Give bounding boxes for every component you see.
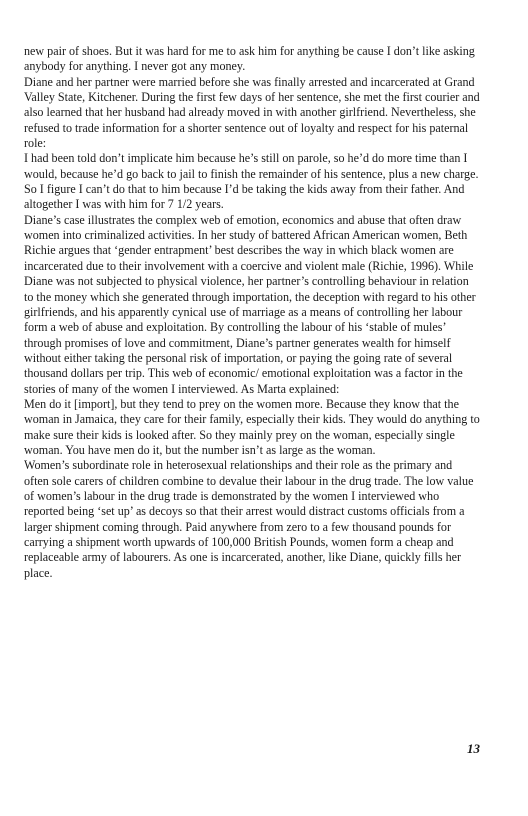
quote-continuation: new pair of shoes. But it was hard for me to ask him for anything be cause I don’t like asking anybody for anything. I never got any money.: [24, 44, 475, 74]
body-paragraph: Diane and her partner were married before she was finally arrested and incarcerated at Grand Valley State, Kitchener. During the first few days of her sentence, she met the first courier and also learned that her husband had already moved in with another girlfriend. Nevertheless, she refused to trade information for a shorter sentence out of loyalty and respect for his paternal role:: [24, 74, 480, 151]
page-number: 13: [467, 741, 480, 756]
body-paragraph: Women’s subordinate role in heterosexual relationships and their role as the primary and often sole carers of children combine to devalue their labour in the drug trade. The low value of women’s labour in the drug trade is demonstrated by the women I interviewed who reported being ‘set up’ as decoys so that their arrest would distract customs officials from a larger shipment coming through. Paid anywhere from zero to a few thousand pounds for carrying a shipment worth upwards of 100,000 British Pounds, women form a cheap and replaceable army of labourers. As one is incarcerated, another, like Diane, quickly fills her place.: [24, 458, 474, 580]
block-quote: Men do it [import], but they tend to prey on the women more. Because they know that the woman in Jamaica, they care for their family, especially their kids. They would do anything to make sure their kids is looked after. So they mainly prey on the woman, especially single woman. You have men do it, but the number isn’t as large as the woman.: [24, 396, 480, 457]
page-body: [24, 44, 480, 581]
block-quote: I had been told don’t implicate him because he’s still on parole, so he’d do more time than I would, because he’d go back to jail to finish the remainder of his sentence, plus a new charge. So I figure I can’t do that to him because I’d be taking the kids away from their father. And altogether I was with him for 7 1/2 years.: [24, 151, 479, 212]
body-paragraph: Diane’s case illustrates the complex web of emotion, economics and abuse that often draw women into criminalized activities. In her study of battered African American women, Beth Richie argues that ‘gender entrapment’ best describes the way in which black women are incarcerated due to their involvement with a coercive and violent male (Richie, 1996). While Diane was not subjected to physical violence, her partner’s controlling behaviour in relation to the money which she generated through importation, the deception with regard to his other girlfriends, and his apparently cynical use of marriage as a means of controlling her labour form a web of abuse and exploitation. By controlling the labour of his ‘stable of mules’ through promises of love and commitment, Diane’s partner generates wealth for himself without either taking the personal risk of importation, or paying the going rate of several thousand dollars per trip. This web of economic/ emotional exploitation was a factor in the stories of many of the women I interviewed. As Marta explained:: [24, 212, 476, 396]
